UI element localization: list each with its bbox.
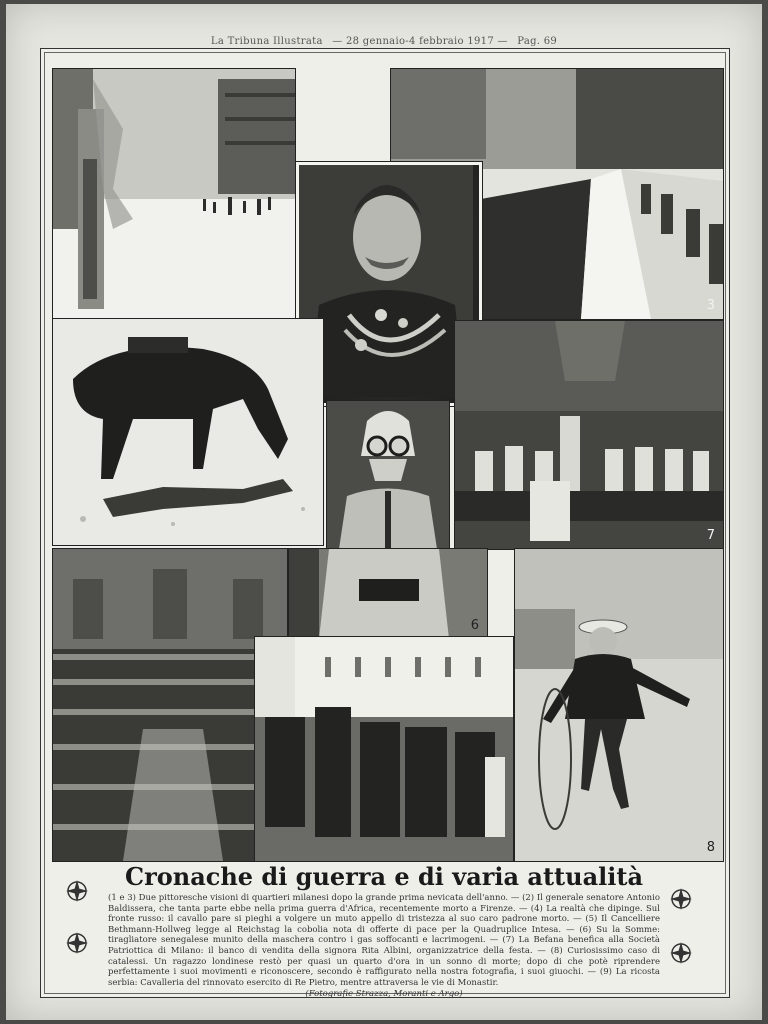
caption-body — [108, 893, 660, 1000]
photo-number: 7 — [706, 528, 715, 543]
caption-title: Cronache di guerra e di varia attualità — [124, 862, 644, 891]
publication-name: La Tribuna Illustrata — [210, 36, 323, 47]
ornament-icon — [668, 886, 694, 912]
photo-number: 6 — [470, 618, 479, 633]
photo-credit: (Fotografie Strazza, Moranti e Argo) — [305, 989, 463, 1000]
photo-gas-mask-soldier — [326, 400, 450, 550]
ornament-icon — [64, 878, 90, 904]
caption-body-text: (1 e 3) Due pittoresche visioni di quartieri milanesi dopo la grande prima nevicata dell'anno. — (2) Il generale senatore Antonio Baldissera, che tanta parte ebbe nella prima guerra d'Africa, recentemente morto a Firenze. — (4) La realtà che dipinge. Sul fronte russo: il cavallo pare si pieghi a volgere un muto appello di tristezza al suo caro padrone morto. — (5) Il Cancelliere Bethmann-Hollweg legge al Reichstag la cobolia nota di offerte di pace per la Quadruplice Intesa. — (6) Su la Somme: tiragliatore senegalese munito della maschera contro i gas soffocanti e lacrimogeni. — (7) La Befana benefica alla Società Patriottica di Milano: il banco di vendita della signora Rita Albini, organizzatrice della festa. — (8) Curiosissimo caso di catalessi. Un ragazzo londinese restò per quasi un quarto d'ora in un sonno di morte; dopo di che potè riprendere perfettamente i suoi movimenti e riconoscere, secondo è raffigurato nella nostra fotografia, i suoi giuochi. — (9) La ricosta serbia: Cavalleria del rinnovato esercito di Re Pietro, mentre attraversa le vie di Monastir. — [108, 893, 660, 988]
ornament-icon — [668, 940, 694, 966]
page-header — [6, 36, 762, 47]
photo-boy-with-hoop — [514, 548, 724, 862]
photo-serbian-cavalry — [254, 636, 514, 862]
ornament-icon — [64, 930, 90, 956]
photo-horse-in-snow — [52, 318, 324, 546]
page-number: Pag. 69 — [517, 36, 558, 47]
issue-date: — 28 gennaio-4 febbraio 1917 — — [332, 36, 508, 47]
photo-soldier-lower — [288, 548, 488, 640]
photo-number: 8 — [706, 840, 715, 855]
photo-reichstag — [52, 548, 288, 862]
photo-snowy-street — [52, 68, 296, 320]
photo-number: 3 — [706, 298, 715, 313]
photo-charity-stall — [454, 320, 724, 550]
